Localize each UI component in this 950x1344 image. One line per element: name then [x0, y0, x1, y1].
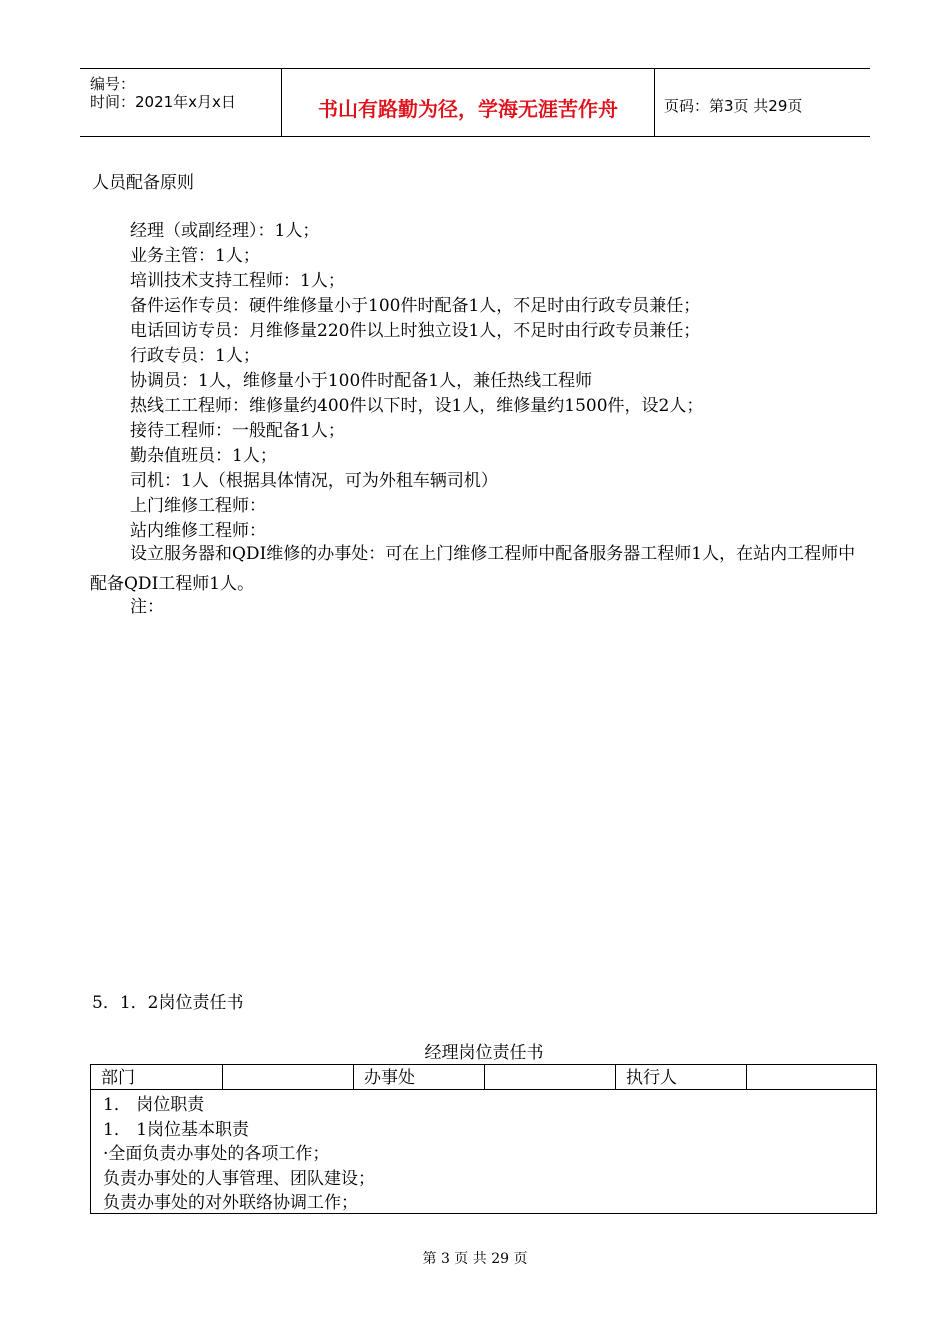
table-body-line: 1． 岗位职责 — [103, 1095, 205, 1115]
sub-heading: 5．1．2岗位责任书 — [92, 993, 244, 1013]
header-page-info: 页码：第3页 共29页 — [664, 97, 803, 115]
executor-label-cell: 执行人 — [616, 1065, 747, 1089]
responsibility-table — [90, 1064, 877, 1214]
staffing-line: 业务主管：1人； — [130, 246, 260, 266]
note-label: 注： — [130, 597, 164, 617]
page-header — [80, 68, 870, 137]
staffing-line: 协调员：1人，维修量小于100件时配备1人，兼任热线工程师 — [130, 371, 593, 391]
header-motto-cell — [282, 69, 655, 136]
staffing-line: 接待工程师：一般配备1人； — [130, 421, 345, 441]
staffing-line: 备件运作专员：硬件维修量小于100件时配备1人，不足时由行政专员兼任； — [130, 296, 701, 316]
section-title: 人员配备原则 — [92, 173, 194, 193]
staffing-line: 热线工工程师：维修量约400件以下时，设1人，维修量约1500件，设2人； — [130, 396, 704, 416]
staffing-line: 上门维修工程师： — [130, 496, 266, 516]
page-footer: 第 3 页 共 29 页 — [422, 1251, 528, 1267]
table-body-line: 负责办事处的对外联络协调工作； — [103, 1193, 358, 1213]
staffing-line: 经理（或副经理）：1人； — [130, 221, 320, 241]
dept-value-cell — [223, 1065, 354, 1089]
table-title: 经理岗位责任书 — [424, 1043, 544, 1063]
table-body-line: 负责办事处的人事管理、团队建设； — [103, 1168, 375, 1189]
staffing-line: 电话回访专员：月维修量220件以上时独立设1人，不足时由行政专员兼任； — [130, 321, 701, 341]
staffing-line: 司机：1人（根据具体情况，可为外租车辆司机） — [130, 471, 498, 491]
header-page-cell — [655, 69, 870, 136]
office-label-cell: 办事处 — [354, 1065, 485, 1089]
header-motto: 书山有路勤为径，学海无涯苦作舟 — [318, 97, 618, 121]
table-body — [103, 1093, 375, 1216]
staffing-line: 培训技术支持工程师：1人； — [130, 271, 345, 291]
executor-value-cell — [747, 1065, 876, 1089]
table-header-row — [91, 1065, 876, 1090]
office-paragraph: 设立服务器和QDI维修的办事处：可在上门维修工程师中配备服务器工程师1人，在站内工程师中配备QDI工程师1人。 — [90, 544, 856, 594]
header-info-cell — [80, 69, 282, 136]
staffing-line: 站内维修工程师： — [130, 521, 266, 541]
table-body-line: 1． 1岗位基本职责 — [103, 1119, 250, 1140]
document-number-label: 编号： — [90, 75, 136, 93]
office-value-cell — [485, 1065, 616, 1089]
table-body-line: ·全面负责办事处的各项工作； — [103, 1144, 330, 1164]
staffing-line: 勤杂值班员：1人； — [130, 446, 277, 466]
dept-label-cell: 部门 — [91, 1065, 223, 1089]
document-time-label: 时间：2021年x月x日 — [90, 93, 236, 111]
staffing-line: 行政专员：1人； — [130, 346, 260, 366]
